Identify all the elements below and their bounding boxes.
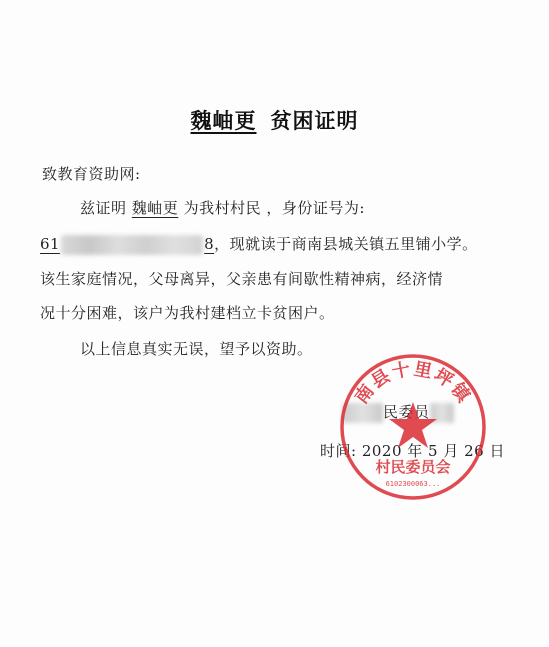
paragraph-certify [80, 198, 365, 218]
id-suffix: 8 [204, 235, 215, 253]
document-title [0, 105, 549, 135]
seal-bottom-text: 村民委员会 [375, 458, 451, 476]
seal-star-icon [389, 402, 437, 448]
seal-serial: 6102300063... [385, 480, 441, 488]
id-redaction [61, 235, 203, 255]
date-line: 时间: 2020 年 5 月 26 日 [320, 442, 505, 460]
seal-ring-text: 南县十里坪镇 [350, 358, 476, 408]
official-seal [338, 352, 488, 502]
paragraph-closing: 以上信息真实无误，望予以资助。 [80, 340, 313, 358]
title-suffix: 贫困证明 [270, 109, 359, 133]
certify-suffix: 为我村村民 ，身份证号为: [183, 199, 365, 217]
school-text: ，现就读于商南县城关镇五里铺小学。 [214, 235, 478, 253]
paragraph-id-school [40, 234, 478, 255]
certify-prefix: 兹证明 [80, 199, 127, 217]
paragraph-family-2: 况十分困难，该户为我村建档立卡贫困户。 [40, 304, 335, 322]
id-prefix: 61 [40, 235, 61, 253]
certify-student-name: 魏岫更 [131, 199, 179, 217]
recipient-line: 致教育资助网: [42, 165, 141, 183]
paragraph-family-1: 该生家庭情况，父母离异，父亲患有间歇性精神病，经济情 [40, 270, 444, 288]
id-number [40, 234, 214, 255]
title-student-name: 魏岫更 [190, 109, 257, 133]
committee-suffix: 民委员 [383, 403, 430, 421]
